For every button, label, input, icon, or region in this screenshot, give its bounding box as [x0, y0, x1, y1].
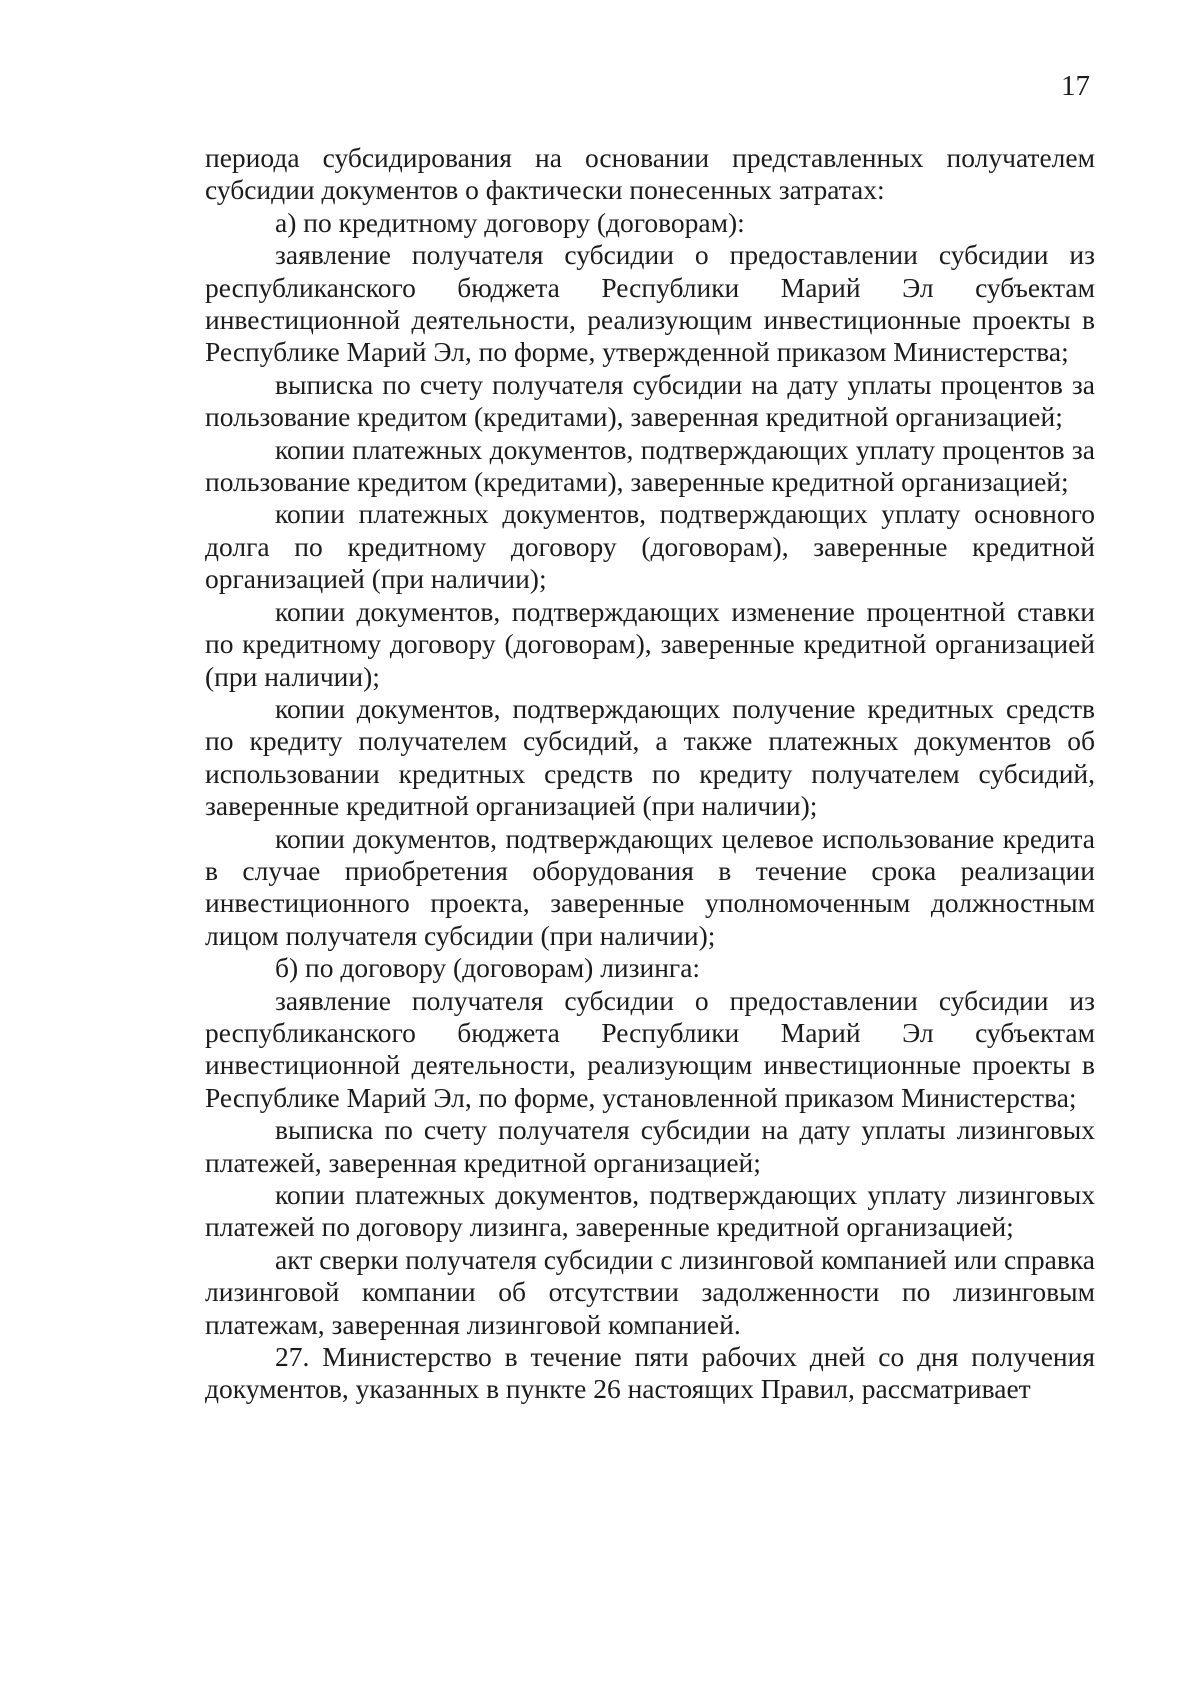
- paragraph: заявление получателя субсидии о предоставлении субсидии из республиканского бюджета Республики Марий Эл субъектам инвестиционной деятельности, реализующим инвестиционные проекты в Республике Марий Эл, по форме, установленной приказом Министерства;: [205, 984, 1095, 1113]
- paragraph: копии документов, подтверждающих целевое использование кредита в случае приобретения оборудования в течение срока реализации инвестиционного проекта, заверенные уполномоченным должностным лицом получателя субсидии (при наличии);: [205, 822, 1095, 951]
- page-number: 17: [1061, 70, 1090, 102]
- paragraph: копии документов, подтверждающих изменение процентной ставки по кредитному договору (договорам), заверенные кредитной организацией (при наличии);: [205, 595, 1095, 692]
- paragraph: периода субсидирования на основании представленных получателем субсидии документов о фактически понесенных затратах:: [205, 142, 1095, 206]
- paragraph: акт сверки получателя субсидии с лизинговой компанией или справка лизинговой компании об отсутствии задолженности по лизинговым платежам, заверенная лизинговой компанией.: [205, 1243, 1095, 1340]
- paragraph: 27. Министерство в течение пяти рабочих дней со дня получения документов, указанных в пункте 26 настоящих Правил, рассматривает: [205, 1341, 1095, 1405]
- paragraph: копии платежных документов, подтверждающих уплату лизинговых платежей по договору лизинга, заверенные кредитной организацией;: [205, 1179, 1095, 1243]
- paragraph: б) по договору (договорам) лизинга:: [275, 952, 701, 984]
- paragraph: копии платежных документов, подтверждающих уплату процентов за пользование кредитом (кредитами), заверенные кредитной организацией;: [205, 433, 1095, 498]
- paragraph: а) по кредитному договору (договорам):: [275, 206, 745, 238]
- document-body: [205, 142, 1095, 1406]
- paragraph: выписка по счету получателя субсидии на дату уплаты процентов за пользование кредитом (кредитами), заверенная кредитной организацией;: [205, 368, 1095, 433]
- paragraph: выписка по счету получателя субсидии на дату уплаты лизинговых платежей, заверенная кредитной организацией;: [205, 1114, 1095, 1178]
- paragraph: копии платежных документов, подтверждающих уплату основного долга по кредитному договору (договорам), заверенные кредитной организацией (при наличии);: [205, 498, 1095, 595]
- paragraph: копии документов, подтверждающих получение кредитных средств по кредиту получателем субсидий, а также платежных документов об использовании кредитных средств по кредиту получателем субсидий, заверенные кредитной организацией (при наличии);: [205, 692, 1095, 822]
- paragraph: заявление получателя субсидии о предоставлении субсидии из республиканского бюджета Республики Марий Эл субъектам инвестиционной деятельности, реализующим инвестиционные проекты в Республике Марий Эл, по форме, утвержденной приказом Министерства;: [205, 239, 1095, 368]
